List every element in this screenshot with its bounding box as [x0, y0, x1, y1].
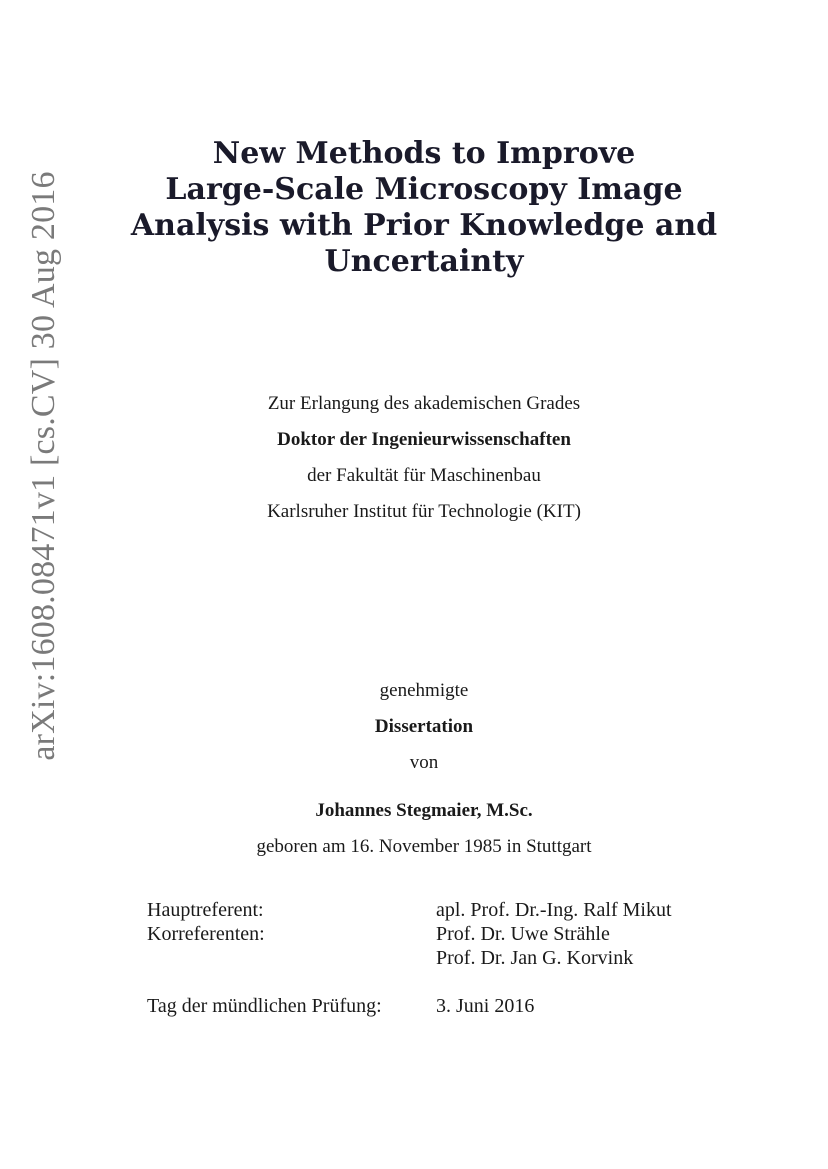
dissertation-label: Dissertation [374, 716, 474, 737]
co-referee-name: Prof. Dr. Uwe Strähle [436, 923, 610, 945]
arxiv-identifier-stamp: arXiv:1608.08471v1 [cs.CV] 30 Aug 2016 [25, 171, 62, 761]
thesis-title [100, 136, 748, 280]
author-block [0, 793, 828, 865]
title-line: Large-Scale Microscopy Image [165, 172, 683, 207]
exam-date-row [147, 994, 535, 1018]
by-text: von [409, 752, 439, 773]
author-name: Johannes Stegmaier, M.Sc. [315, 800, 533, 821]
main-referee-label: Hauptreferent: [147, 899, 264, 921]
title-line: Analysis with Prior Knowledge and [130, 208, 718, 243]
approved-text: genehmigte [379, 680, 469, 701]
institution: Karlsruher Institut für Technologie (KIT) [267, 501, 581, 522]
main-referee-name: apl. Prof. Dr.-Ing. Ralf Mikut [436, 899, 672, 921]
faculty: der Fakultät für Maschinenbau [307, 465, 541, 486]
exam-label: Tag der mündlichen Prüfung: [147, 995, 382, 1017]
co-referee-name: Prof. Dr. Jan G. Korvink [436, 947, 634, 969]
exam-date: 3. Juni 2016 [436, 995, 535, 1017]
co-referee-label: Korreferenten: [147, 923, 265, 945]
birth-info: geboren am 16. November 1985 in Stuttgart [256, 836, 592, 857]
degree-intro: Zur Erlangung des akademischen Grades [267, 393, 581, 414]
title-line: Uncertainty [324, 244, 524, 279]
degree-block [0, 386, 828, 530]
title-line: New Methods to Improve [212, 136, 636, 171]
dissertation-block [0, 673, 828, 781]
degree-name: Doktor der Ingenieurwissenschaften [277, 429, 571, 450]
